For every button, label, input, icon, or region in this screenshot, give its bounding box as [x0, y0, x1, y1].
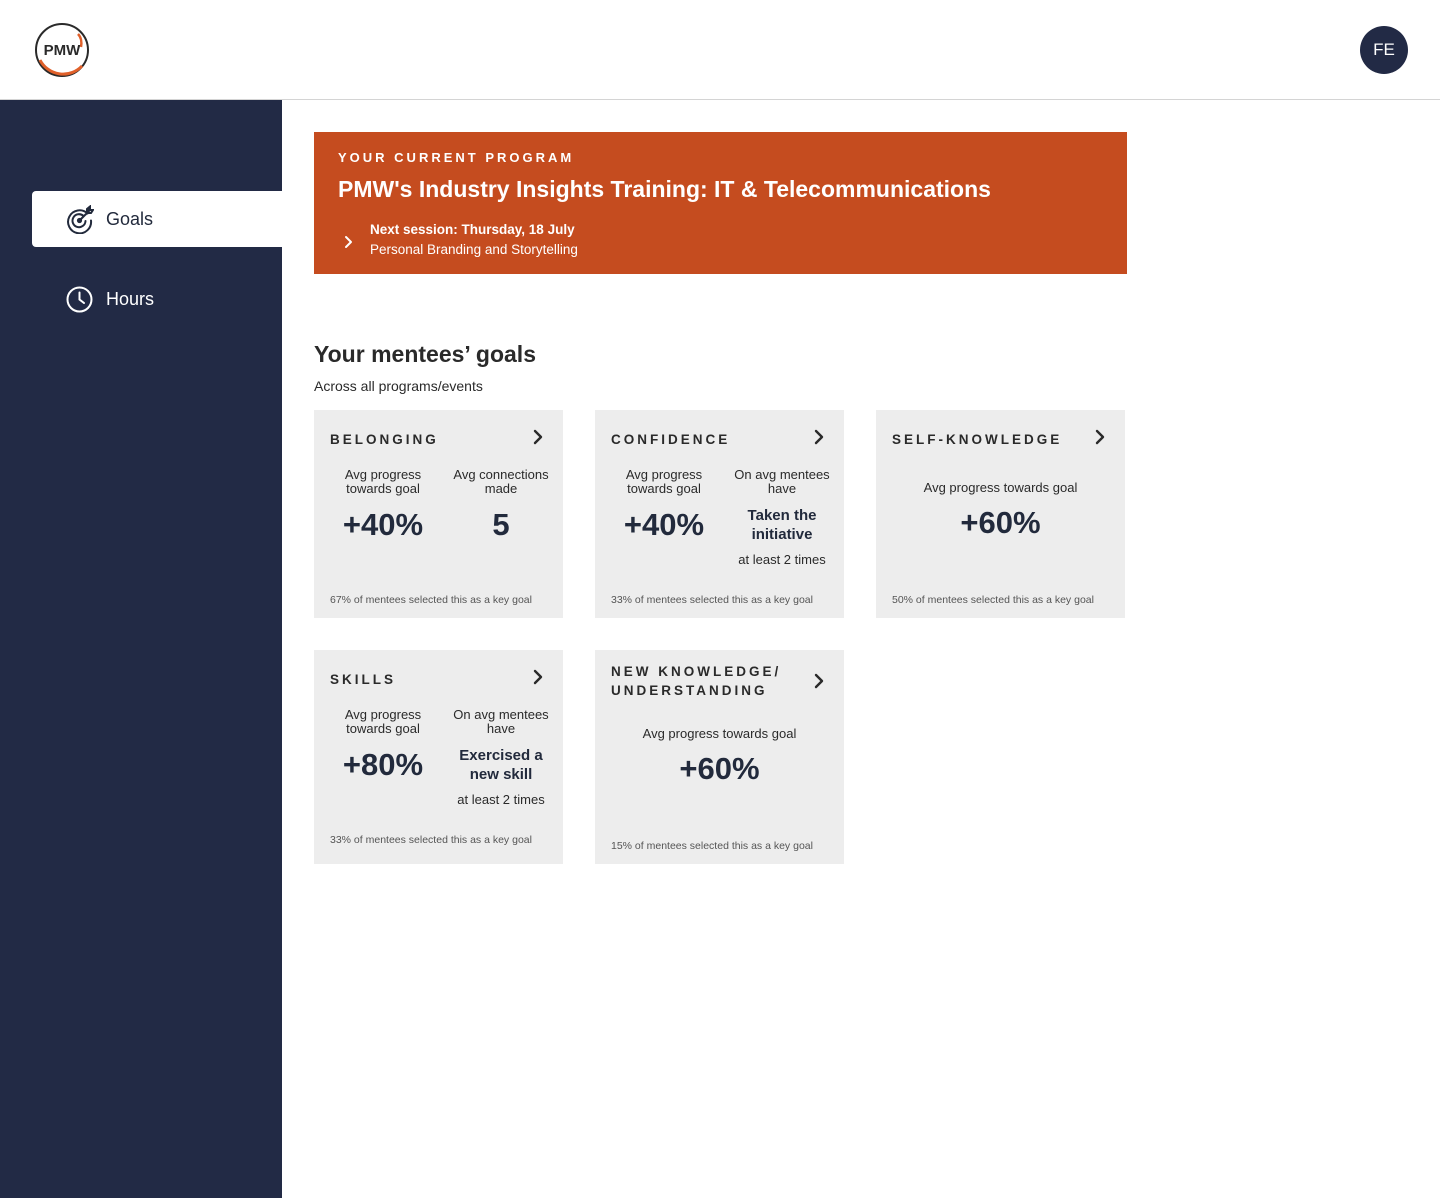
metric-label: On avg mentees have — [453, 707, 549, 736]
goal-card-title: SKILLS — [330, 672, 397, 687]
metric-label: Avg progress towards goal — [642, 726, 797, 741]
metric-label: Avg progress towards goal — [923, 480, 1078, 495]
goal-card-confidence[interactable] — [595, 410, 844, 618]
chevron-right-icon — [338, 231, 360, 253]
goal-card-self-knowledge[interactable] — [876, 410, 1125, 618]
goal-card-skills[interactable] — [314, 650, 563, 864]
goal-card-belonging[interactable] — [314, 410, 563, 618]
metric-label: Avg progress towards goal — [344, 707, 422, 736]
goal-card-footer: 33% of mentees selected this as a key goal — [330, 834, 532, 846]
goal-card-footer: 33% of mentees selected this as a key goal — [611, 594, 813, 606]
goal-card-title: BELONGING — [330, 432, 439, 447]
metric-frequency: at least 2 times — [457, 792, 545, 807]
metric-label: On avg mentees have — [734, 467, 830, 496]
goal-card-new-knowledge[interactable] — [595, 650, 844, 864]
metric-value: 5 — [492, 507, 510, 542]
next-session-date: Next session: Thursday, 18 July — [370, 222, 575, 237]
sidebar-item-goals[interactable] — [32, 191, 282, 247]
pmw-logo[interactable] — [34, 22, 90, 78]
metric-label: Avg connections made — [453, 467, 549, 496]
chevron-right-icon[interactable] — [809, 427, 829, 447]
next-session-link[interactable] — [338, 221, 898, 261]
metric-label: Avg progress towards goal — [344, 467, 422, 496]
next-session-topic: Personal Branding and Storytelling — [370, 242, 578, 257]
chevron-right-icon[interactable] — [528, 427, 548, 447]
metric-value: Taken the initiative — [747, 507, 817, 543]
current-program-banner — [314, 132, 1127, 274]
mentee-goals-subtitle: Across all programs/events — [314, 378, 483, 394]
sidebar-item-label: Hours — [106, 288, 155, 309]
chevron-right-icon[interactable] — [809, 671, 829, 691]
sidebar-item-hours[interactable] — [32, 271, 282, 327]
goal-card-footer: 15% of mentees selected this as a key goal — [611, 840, 813, 852]
metric-value: +60% — [679, 751, 760, 786]
top-bar — [0, 0, 1440, 100]
metric-value: +60% — [960, 505, 1041, 540]
metric-value: +80% — [342, 747, 424, 782]
target-icon — [65, 205, 94, 234]
metric-value: +40% — [342, 507, 424, 542]
program-eyebrow: YOUR CURRENT PROGRAM — [338, 150, 575, 165]
goal-card-title: CONFIDENCE — [611, 432, 731, 447]
goal-card-title: SELF-KNOWLEDGE — [892, 432, 1063, 447]
goal-card-footer: 50% of mentees selected this as a key goal — [892, 594, 1094, 606]
metric-value: Exercised a new skill — [459, 747, 543, 783]
mentee-goals-heading: Your mentees’ goals — [314, 341, 536, 367]
goal-card-title: NEW KNOWLEDGE/ UNDERSTANDING — [611, 664, 782, 698]
chevron-right-icon[interactable] — [1090, 427, 1110, 447]
goal-card-footer: 67% of mentees selected this as a key goal — [330, 594, 532, 606]
chevron-right-icon[interactable] — [528, 667, 548, 687]
sidebar-item-label: Goals — [106, 208, 154, 229]
logo-text: PMW — [43, 42, 81, 59]
user-avatar[interactable]: FE — [1360, 26, 1408, 74]
clock-icon — [65, 285, 94, 314]
metric-value: +40% — [623, 507, 705, 542]
metric-label: Avg progress towards goal — [625, 467, 703, 496]
program-title: PMW's Industry Insights Training: IT & Telecommunications — [338, 176, 991, 202]
metric-frequency: at least 2 times — [738, 552, 826, 567]
sidebar — [0, 100, 282, 1198]
